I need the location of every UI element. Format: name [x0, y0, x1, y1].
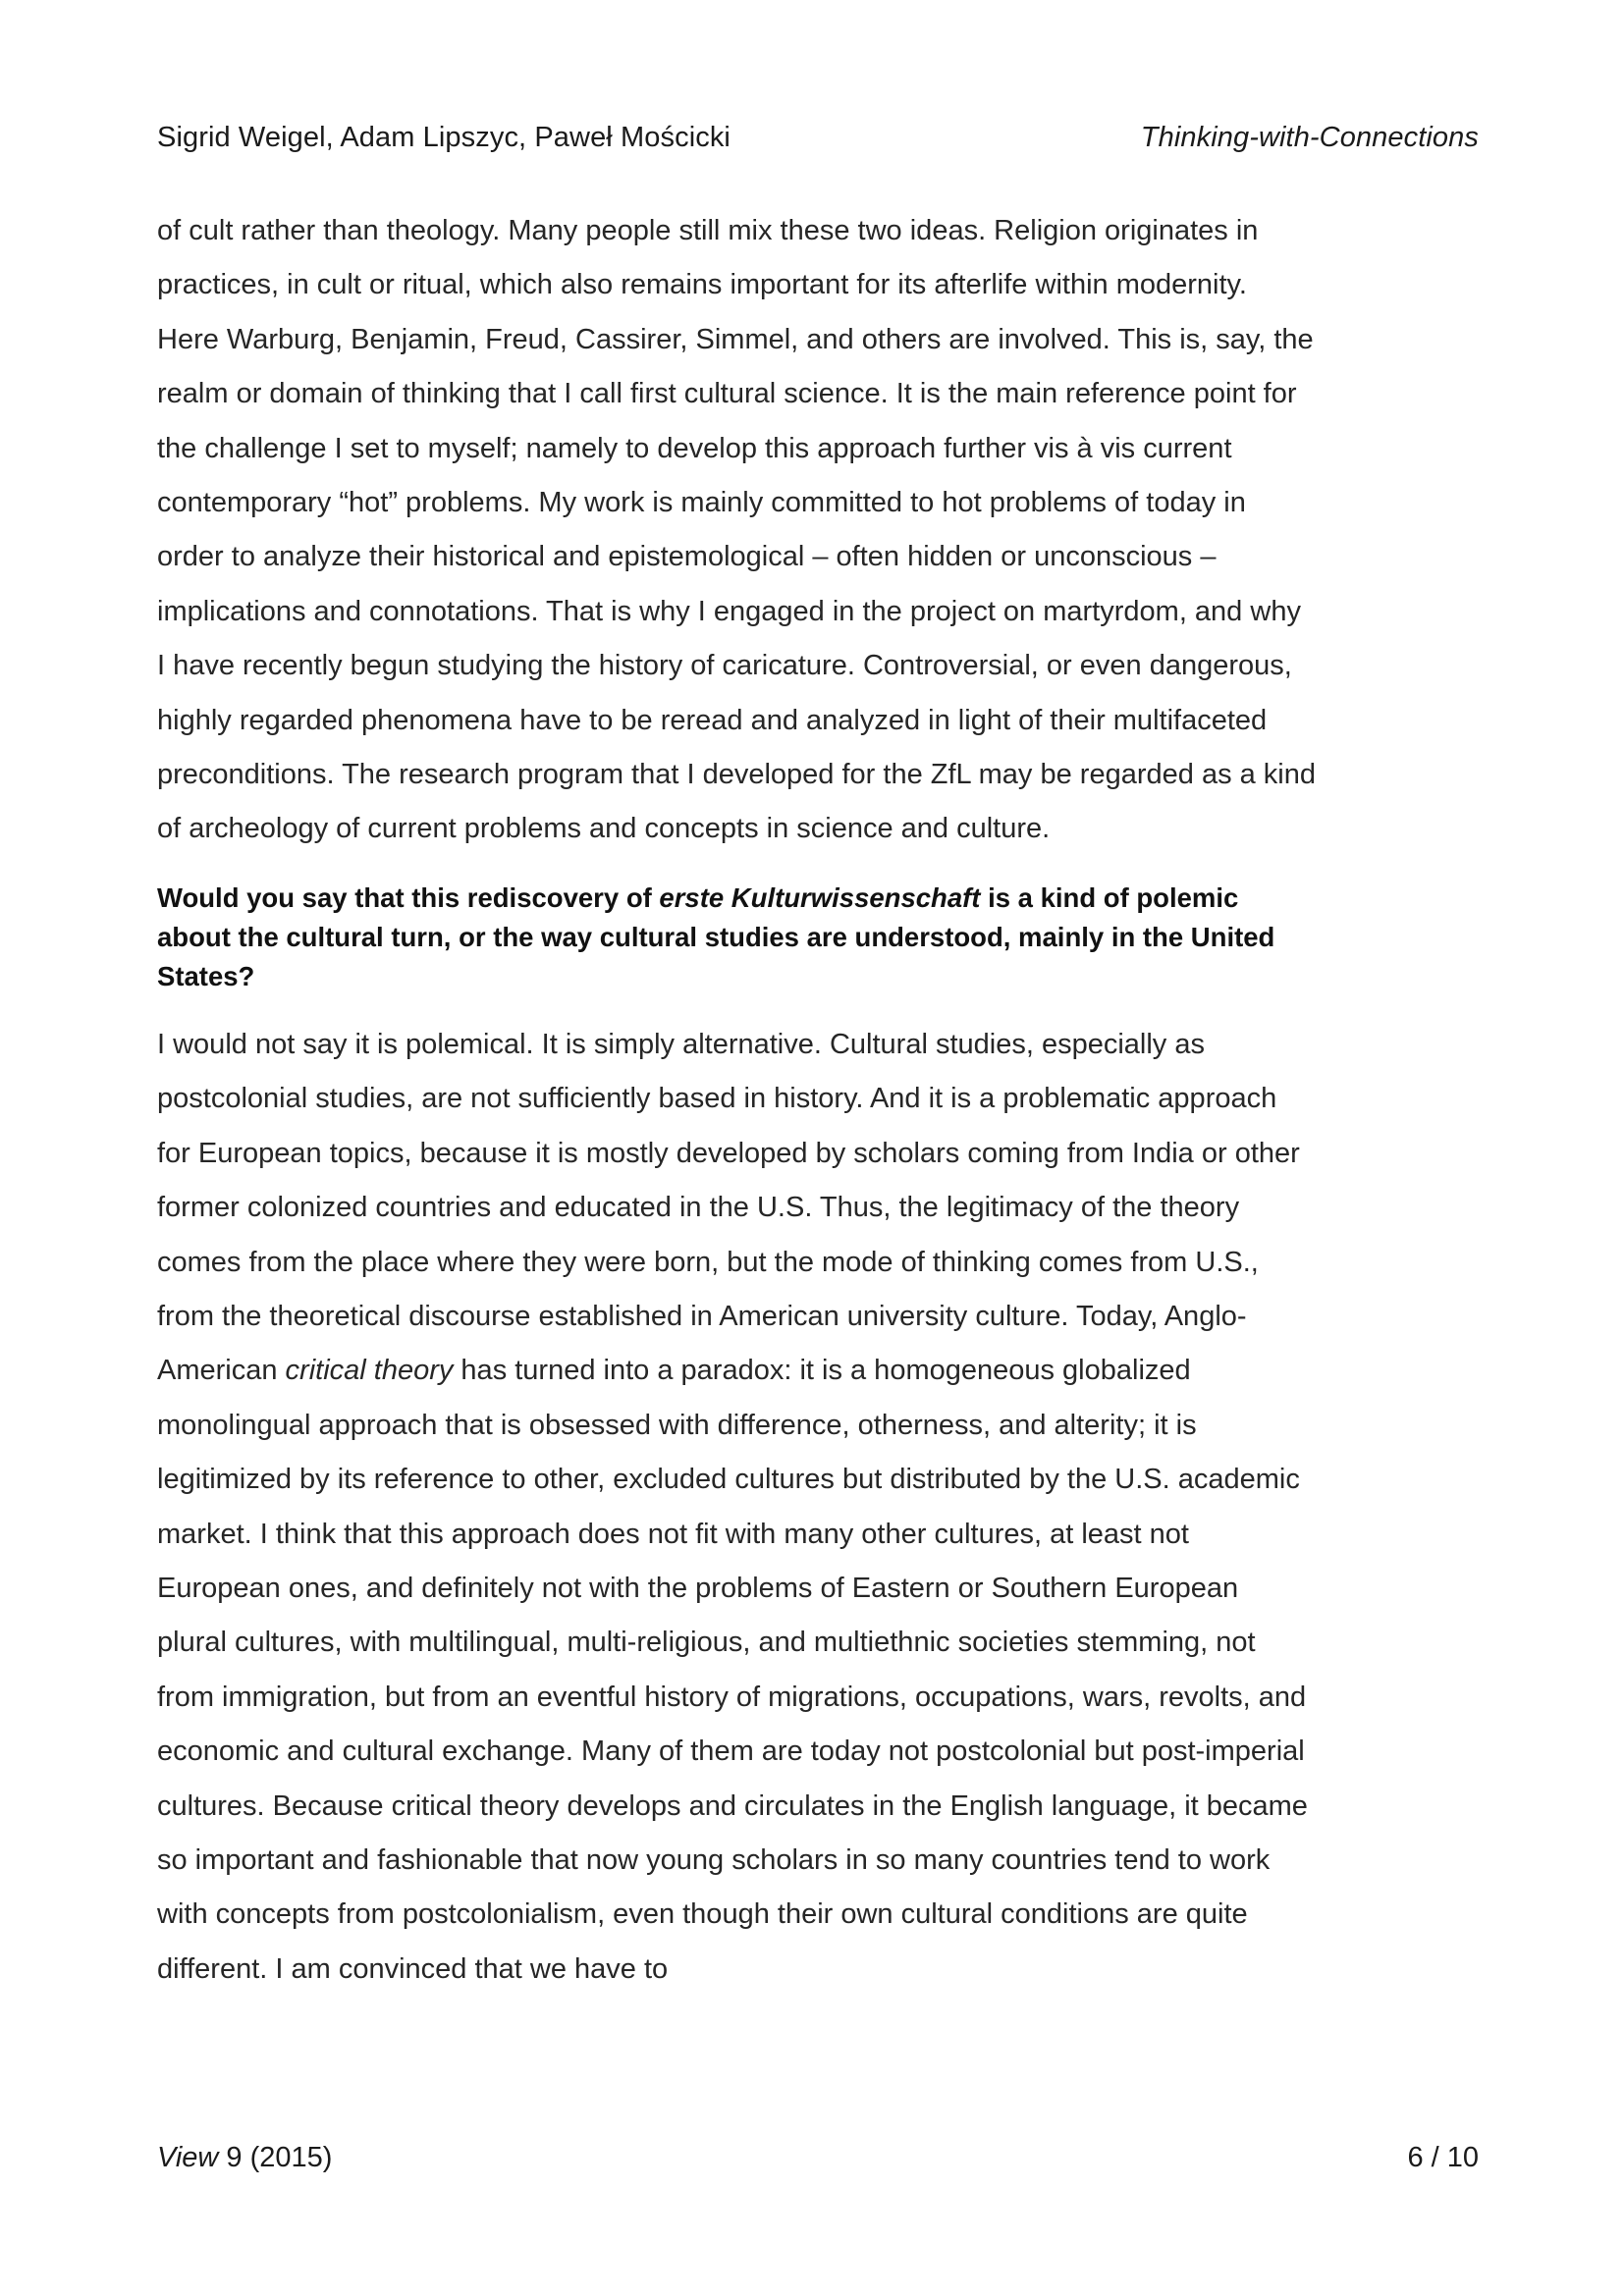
article-body [157, 204, 1316, 1997]
question-text-before: Would you say that this rediscovery of [157, 881, 660, 913]
body-paragraph-1: of cult rather than theology. Many people still mix these two ideas. Religion originates in practices, in cult or ritual, which also remains important for its afterlife within modernity. Here Warburg, Benjamin, Freud, Cassirer, Simmel, and others are involved. This is, say, the realm or domain of thinking that I call first cultural science. It is the main reference point for the challenge I set to myself; namely to develop this approach further vis à vis current contemporary “hot” problems. My work is mainly committed to hot problems of today in order to analyze their historical and epistemological – often hidden or unconscious – implications and connotations. That is why I engaged in the project on martyrdom, and why I have recently begun studying the history of caricature. Controversial, or even dangerous, highly regarded phenomena have to be reread and analyzed in light of their multifaceted preconditions. The research program that I developed for the ZfL may be regarded as a kind of archeology of current problems and concepts in science and culture. [157, 215, 1317, 845]
footer-issue: 9 (2015) [218, 2142, 333, 2173]
question-text-after: is a kind of polemic about the cultural turn, or the way cultural studies are understood, mainly in the United States? [157, 881, 1275, 991]
page-header [157, 122, 1479, 154]
page-footer [157, 2142, 1479, 2174]
header-running-title: Thinking-with-Connections [1140, 122, 1479, 153]
paragraph-2-text-before: I would not say it is polemical. It is simply alternative. Cultural studies, especially as postcolonial studies, are not sufficiently based in history. And it is a problematic approach for European topics, because it is mostly developed by scholars coming from India or other former colonized countries and educated in the U.S. Thus, the legitimacy of the theory comes from the place where they were born, but the mode of thinking comes from U.S., from the theoretical discourse established in American university culture. Today, Anglo-American [157, 1028, 1300, 1387]
question-emphasis: erste Kulturwissenschaft [659, 881, 981, 913]
footer-journal-name: View [157, 2142, 219, 2173]
body-paragraph-2 [157, 1018, 1316, 1997]
footer-page-number: 6 / 10 [1407, 2142, 1479, 2173]
paragraph-2-text-after: has turned into a paradox: it is a homogeneous globalized monolingual approach that is obsessed with difference, otherness, and alterity; it is legitimized by its reference to other, excluded cultures but distributed by the U.S. academic market. I think that this approach does not fit with many other cultures, at least not European ones, and definitely not with the problems of Eastern or Southern European plural cultures, with multilingual, multi-religious, and multiethnic societies stemming, not from immigration, but from an eventful history of migrations, occupations, wars, revolts, and economic and cultural exchange. Many of them are today not postcolonial but post-imperial cultures. Because critical theory develops and circulates in the English language, it became so important and fashionable that now young scholars in so many countries tend to work with concepts from postcolonialism, even though their own cultural conditions are quite different. I am convinced that we have to [157, 1355, 1308, 1985]
footer-citation [157, 2142, 332, 2174]
header-authors: Sigrid Weigel, Adam Lipszyc, Paweł Mościcki [157, 122, 731, 153]
paragraph-2-emphasis: critical theory [285, 1355, 454, 1387]
interview-question [157, 879, 1316, 996]
